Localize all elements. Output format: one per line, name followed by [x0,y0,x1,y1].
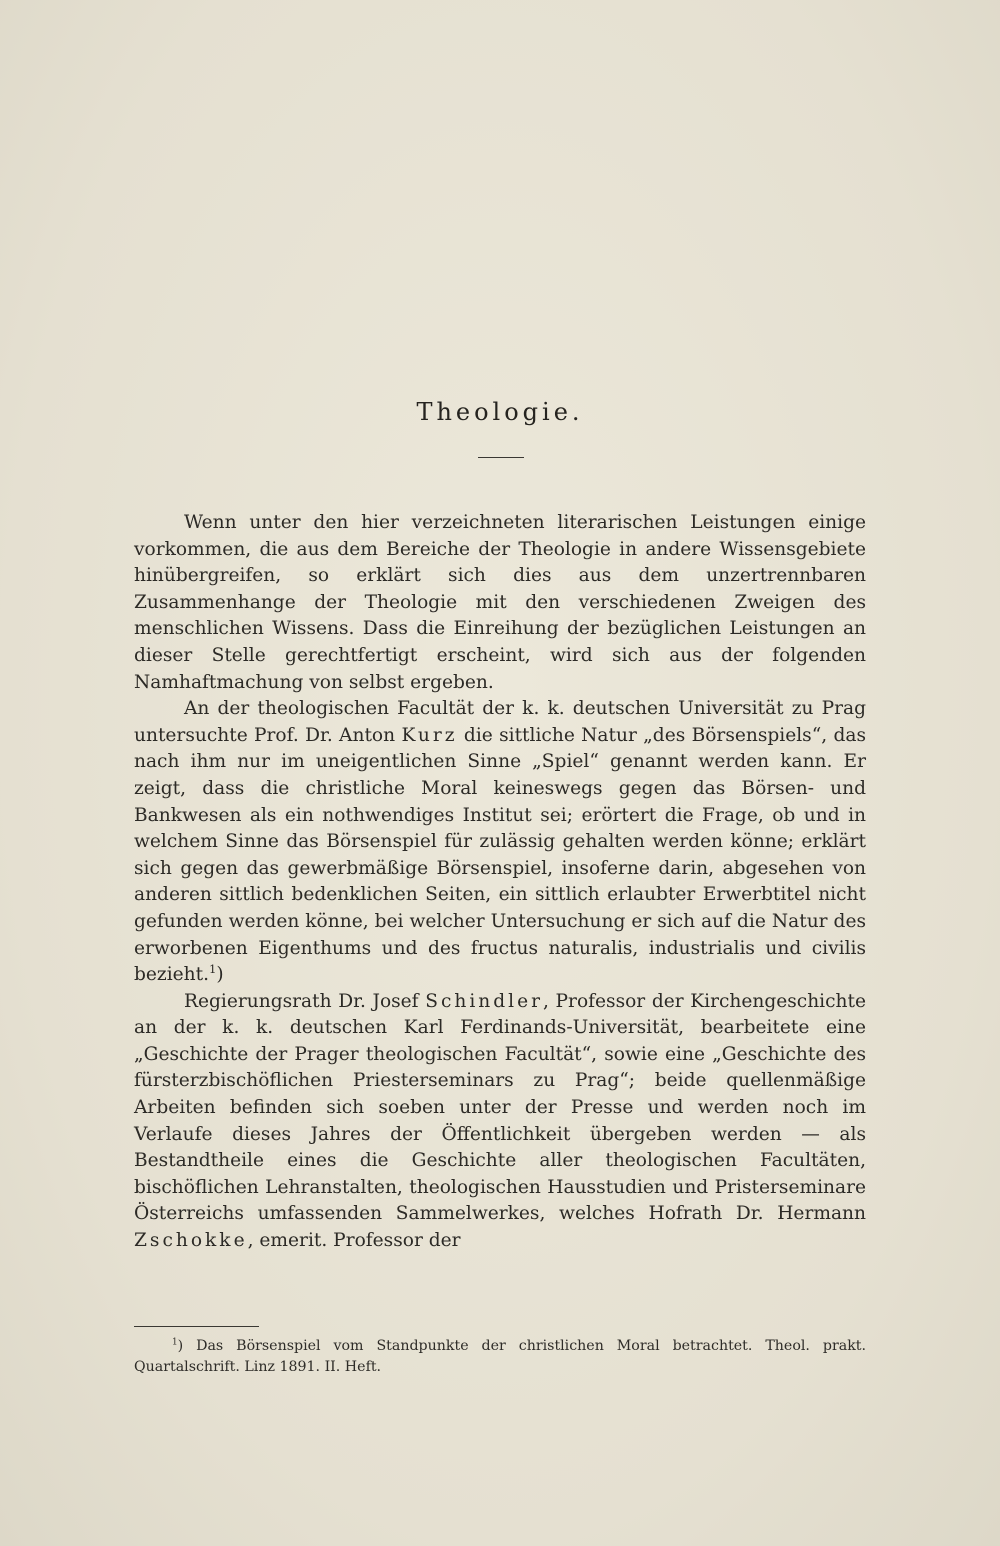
text-segment: Wenn unter den hier verzeichneten literarischen Leistungen einige vorkommen, die aus dem Bereiche der Theologie in andere Wissensgebiete hinübergreifen, so erklärt sich dies aus dem unzertrennbaren Zusammenhange der Theologie mit den verschiedenen Zweigen des menschlichen Wissens. Dass die Einreihung der bezüglichen Leistungen an dieser Stelle gerechtfertigt erscheint, wird sich aus der folgenden Namhaftmachung von selbst ergeben. [134,512,866,693]
footnote-reference: 1 [209,961,217,976]
footnote [134,1336,866,1378]
footnote-text: ) Das Börsenspiel vom Standpunkte der christlichen Moral betrachtet. Theol. prakt. Quartalschrift. Linz 1891. II. Heft. [134,1338,866,1375]
text-segment: An der theologischen Facultät der k. k. deutschen Universität zu Prag untersuchte Prof. Dr. Anton [134,698,866,746]
text-segment: , emerit. Professor der [247,1230,461,1252]
body-text [134,510,866,1255]
footnote-marker: 1 [172,1337,178,1348]
text-segment: , Professor der Kirchengeschichte an der k. k. deutschen Karl Ferdinands-Universität, bearbeitete eine „Geschichte der Prager theologischen Facultät“, sowie eine „Geschichte des fürsterzbischöflichen Priesterseminars zu Prag“; beide quellenmäßige Arbeiten befinden sich soeben unter der Presse und werden noch im Verlaufe dieses Jahres der Öffentlichkeit übergeben werden — als Bestandtheile eines die Geschichte aller theologischen Facultäten, bischöflichen Lehranstalten, theologischen Hausstudien und Pristerseminare Österreichs umfassenden Sammelwerkes, welches Hofrath Dr. Hermann [134,990,866,1225]
paragraph [134,510,866,696]
text-segment: Regierungsrath Dr. Josef [184,990,426,1012]
paragraph [134,989,866,1255]
author-name: Zschokke [134,1230,248,1252]
author-name: Kurz [401,724,458,746]
paragraph [134,696,866,989]
author-name: Schindler [425,990,543,1012]
page-title: Theologie. [416,398,584,426]
title-divider [478,457,524,458]
text-segment: ) [216,964,224,986]
text-segment: die sittliche Natur „des Börsenspiels“, das nach ihm nur im uneigentlichen Sinne „Spiel“ genannt werden kann. Er zeigt, dass die christliche Moral keineswegs gegen das Börsen- und Bankwesen als ein nothwendiges Institut sei; erörtert die Frage, ob und in welchem Sinne das Börsenspiel für zulässig gehalten werden könne; erklärt sich gegen das gewerbmäßige Börsenspiel, insoferne darin, abgesehen von anderen sittlich bedenklichen Seiten, ein sittlich erlaubter Erwerbtitel nicht gefunden werden könne, bei welcher Untersuchung er sich auf die Natur des erworbenen Eigenthums und des fructus naturalis, industrialis und civilis bezieht. [134,724,866,986]
footnote-divider [134,1326,259,1327]
